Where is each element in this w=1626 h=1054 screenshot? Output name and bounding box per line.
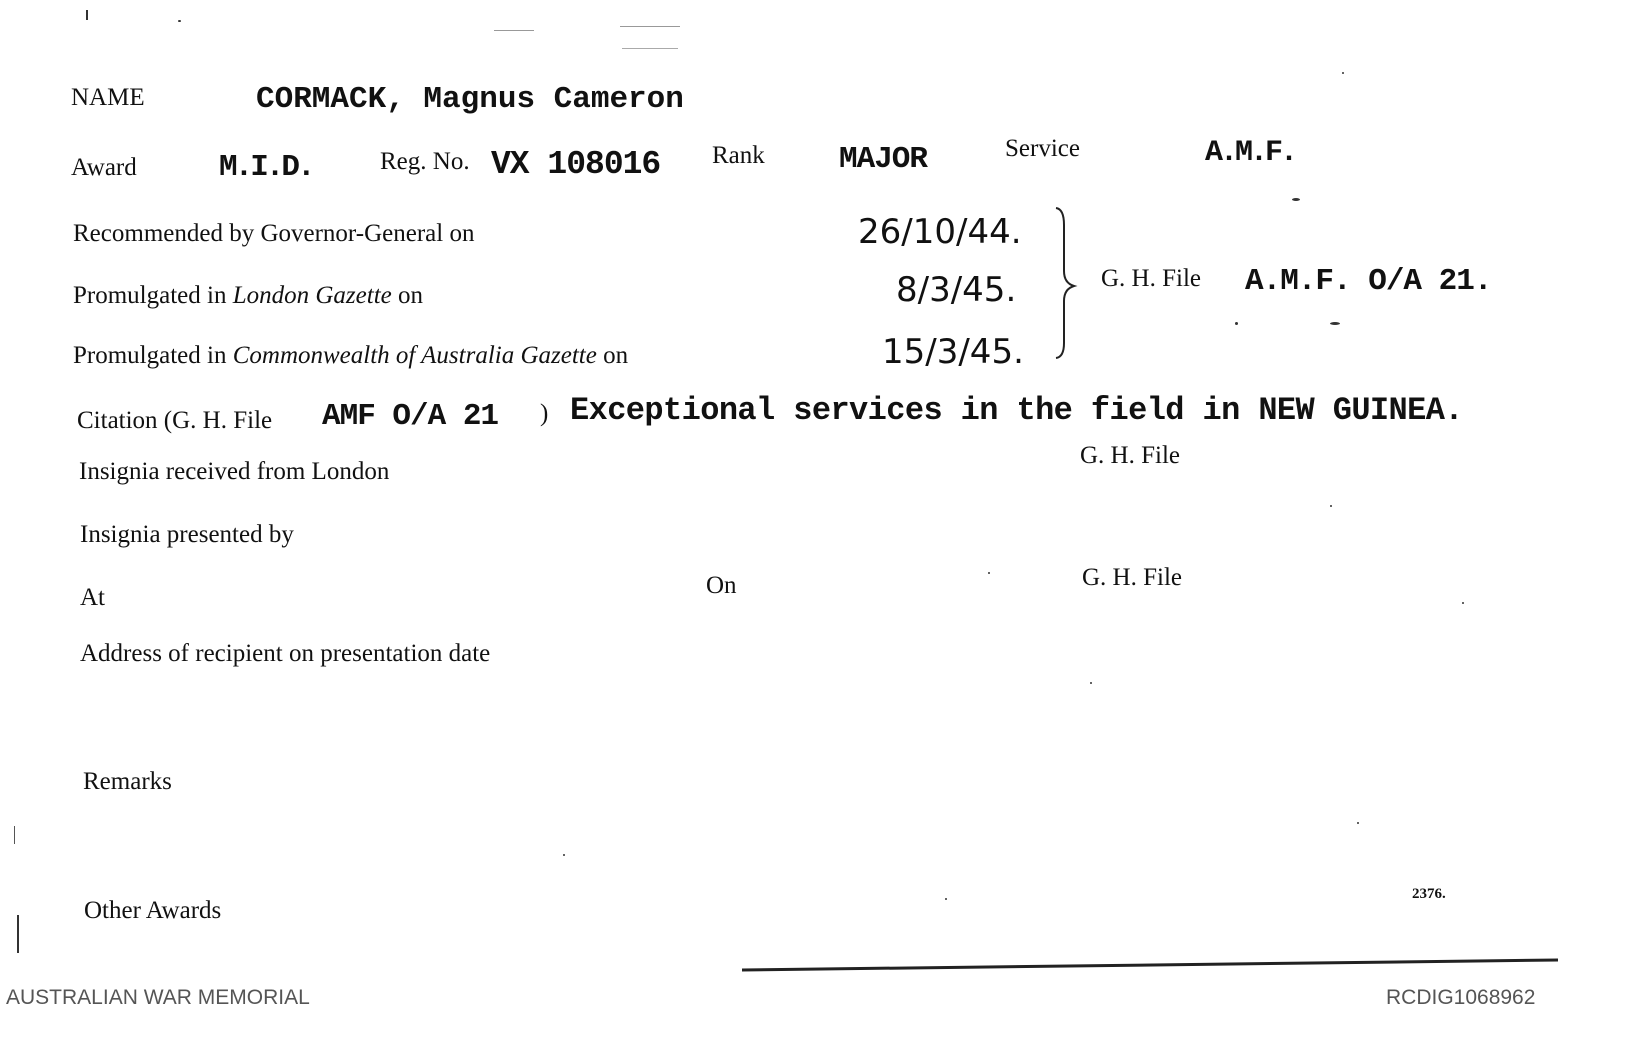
insignia-received-label: Insignia received from London — [79, 458, 390, 485]
other-awards-label: Other Awards — [84, 897, 222, 924]
insignia-presented-label: Insignia presented by — [80, 521, 294, 548]
london-date: 8/3/45. — [896, 270, 1017, 310]
cwlth-gazette-label — [73, 342, 628, 370]
insignia-received-file-label: G. H. File — [1080, 442, 1180, 469]
name-label: NAME — [71, 84, 145, 111]
scan-speck — [563, 854, 565, 856]
card-number: 2376. — [1412, 886, 1446, 902]
london-suffix: on — [398, 282, 423, 309]
scan-speck — [1342, 72, 1344, 74]
scan-speck — [945, 898, 947, 900]
name-value: CORMACK, Magnus Cameron — [256, 82, 684, 117]
scan-speck — [1462, 602, 1464, 604]
footer-institution: AUSTRALIAN WAR MEMORIAL — [6, 986, 310, 1009]
award-value: M.I.D. — [219, 150, 313, 185]
scan-speck — [988, 572, 990, 574]
rank-value: MAJOR — [839, 142, 928, 177]
citation-text: Exceptional services in the field in NEW GUINEA. — [570, 392, 1463, 429]
grouping-brace — [1050, 205, 1090, 365]
recommended-label: Recommended by Governor-General on — [73, 220, 475, 247]
scan-speck — [1090, 682, 1092, 684]
london-gazette-label — [73, 282, 423, 310]
address-label: Address of recipient on presentation date — [80, 640, 491, 667]
gh-file-value: A.M.F. O/A 21. — [1245, 264, 1492, 299]
service-value: A.M.F. — [1205, 136, 1296, 170]
cwlth-date: 15/3/45. — [882, 332, 1024, 372]
left-edge-mark — [17, 915, 19, 953]
scan-speck — [1292, 198, 1300, 201]
remarks-label: Remarks — [83, 768, 172, 795]
scan-speck — [1357, 822, 1359, 824]
recommended-date: 26/10/44. — [858, 212, 1022, 252]
award-label: Award — [71, 154, 137, 181]
footer-record-id: RCDIG1068962 — [1386, 986, 1536, 1009]
scan-speck — [1330, 505, 1332, 507]
left-edge-mark — [14, 826, 15, 844]
regno-value: VX 108016 — [491, 146, 661, 183]
gh-file-label: G. H. File — [1101, 265, 1201, 292]
service-label: Service — [1005, 135, 1080, 162]
left-edge-mark — [86, 10, 88, 20]
citation-close-paren: ) — [540, 400, 549, 427]
london-prefix: Promulgated in — [73, 282, 227, 309]
cwlth-prefix: Promulgated in — [73, 342, 227, 369]
cwlth-gazette-title: Commonwealth of Australia Gazette — [232, 342, 597, 369]
cwlth-suffix: on — [603, 342, 629, 369]
scan-speck — [1235, 322, 1238, 325]
on-label: On — [706, 572, 737, 599]
london-gazette-title: London Gazette — [232, 282, 392, 309]
citation-label: Citation (G. H. File — [77, 407, 273, 434]
at-file-label: G. H. File — [1082, 564, 1182, 591]
regno-label: Reg. No. — [380, 148, 470, 175]
at-label: At — [80, 584, 105, 611]
bottom-rule — [0, 955, 1626, 975]
scan-speck — [622, 48, 678, 49]
rank-label: Rank — [712, 142, 765, 169]
scan-speck — [178, 20, 181, 22]
scan-speck — [620, 26, 680, 27]
scan-speck — [494, 30, 534, 31]
scan-speck — [1330, 322, 1340, 325]
citation-file: AMF O/A 21 — [322, 399, 499, 434]
